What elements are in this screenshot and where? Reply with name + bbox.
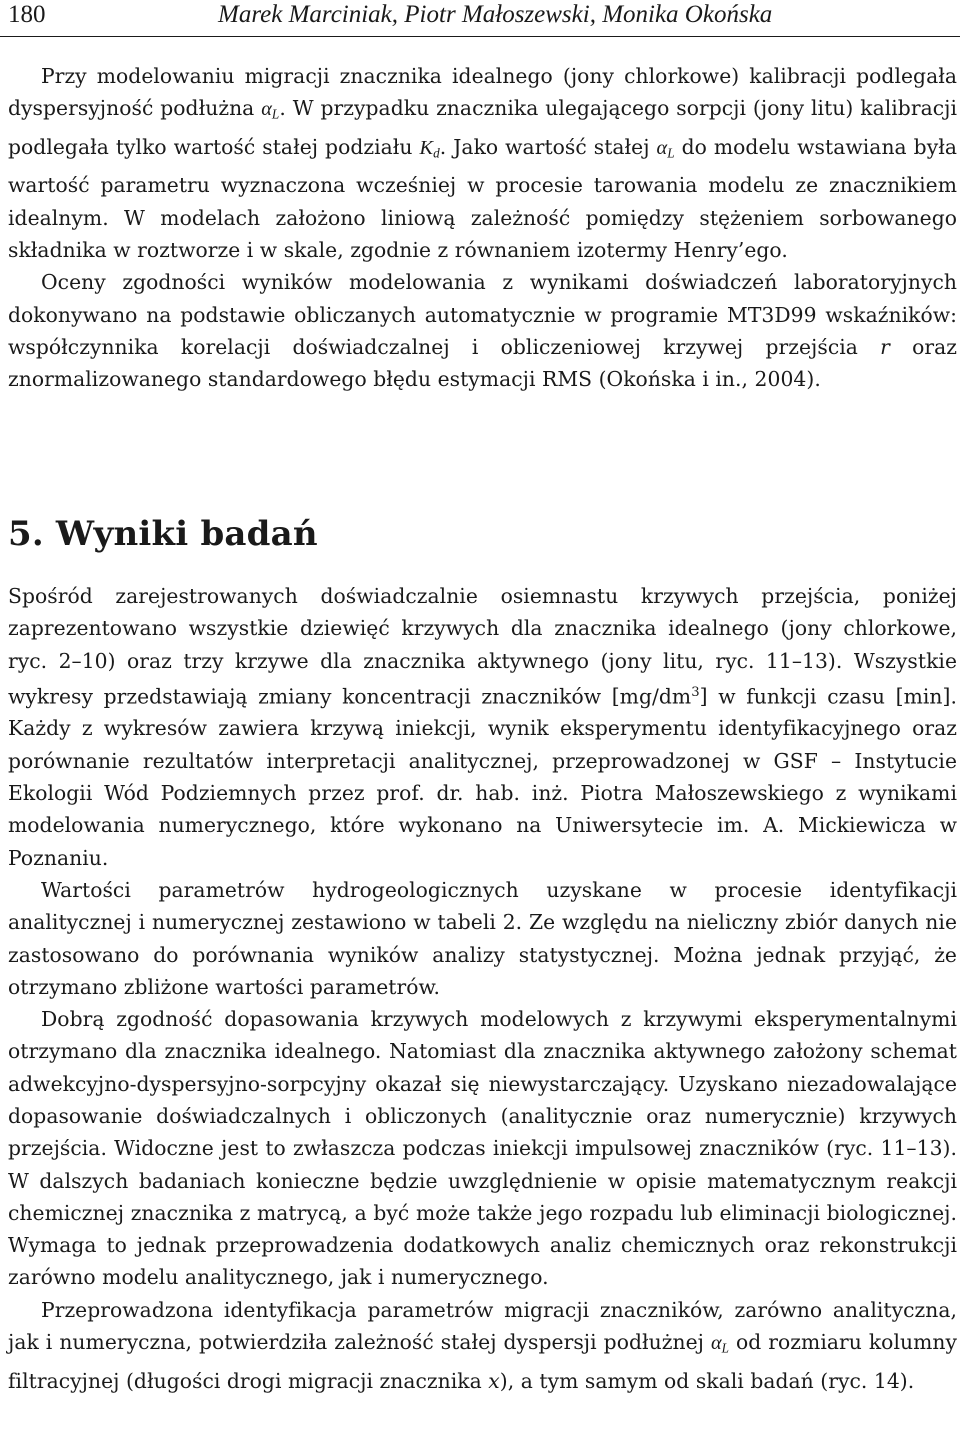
- text-run: Spośród zarejestrowanych doświadczalnie osiemnastu krzywych przejścia, poniżej zaprezentowano wszystkie dziewięć krzywych dla znacznika idealnego (jony chlorkowe, ryc. 2–10) oraz trzy krzywe dla znacznika aktywnego (jony litu, ryc. 11–13). Wszystkie wykresy przedstawiają zmiany koncentracji znaczników [mg/dm: [8, 584, 957, 709]
- text-run: Przeprowadzona identyfikacja parametrów migracji znaczników, zarówno analityczna, jak i numeryczna, potwierdziła zależność stałej dyspersji podłużnej: [8, 1297, 957, 1355]
- text-run: oraz znormalizowanego standardowego błędu estymacji RMS (Okońska i in., 2004).: [8, 334, 957, 392]
- section-heading: [8, 512, 318, 556]
- intro-text-block: [8, 60, 957, 396]
- text-run: Dobrą zgodność dopasowania krzywych modelowych z krzywymi eksperymentalnymi otrzymano dla znacznika idealnego. Natomiast dla znacznika aktywnego założony schemat adwekcyjno-dyspersyjno-sorpcyjny okazał się niewystarczający. Uzyskano niezadowalające dopasowanie doświadczalnych i obliczonych (analitycznie oraz numerycznie) krzywych przejścia. Widoczne jest to zwłaszcza podczas iniekcji impulsowej znaczników (ryc. 11–13). W dalszych badaniach konieczne będzie uwzględnienie w opisie matematycznym reakcji chemicznej znacznika z matrycą, a być może także jego rozpadu lub eliminacji biologicznej. Wymaga to jednak przeprowadzenia dodatkowych analiz chemicznych oraz rekonstrukcji zarówno modelu analitycznego, jak i numerycznego.: [8, 1007, 957, 1290]
- subscript: L: [667, 145, 675, 161]
- running-head-authors: Marek Marciniak, Piotr Małoszewski, Monika Okońska: [218, 1, 773, 28]
- running-head: [0, 0, 960, 36]
- text-run: od rozmiaru kolumny filtracyjnej (długości drogi migracji znacznika: [8, 1330, 957, 1393]
- header-rule: [0, 36, 960, 37]
- alpha-symbol: α: [710, 1332, 722, 1355]
- page-number: 180: [8, 1, 46, 28]
- k-symbol: K: [419, 136, 434, 159]
- text-run: . W przypadku znacznika ulegającego sorpcji (jony litu) kalibracji podlegała tylko wartość stałej podziału: [8, 96, 957, 159]
- text-run: ), a tym samym od skali badań (ryc. 14).: [499, 1368, 915, 1393]
- subscript: L: [271, 106, 280, 122]
- section-title: Wyniki badań: [55, 514, 318, 554]
- paragraph: [8, 266, 957, 395]
- subscript: d: [433, 145, 440, 161]
- text-run: do modelu wstawiana była wartość parametru wyznaczona wcześniej w procesie tarowania modelu ze znacznikiem idealnym. W modelach założono liniową zależność pomiędzy stężeniem sorbowanego składnika w roztworze i w skale, zgodnie z równaniem izotermy Henry’ego.: [8, 134, 957, 263]
- text-run: ] w funkcji czasu [min]. Każdy z wykresów zawiera krzywą iniekcji, wynik eksperymentu identyfikacyjnego oraz porównanie rezultatów interpretacji analitycznej, przeprowadzonej w GSF – Instytucie Ekologii Wód Podziemnych przez prof. dr. hab. inż. Piotra Małoszewskiego z wynikami modelowania numerycznego, które wykonano na Uniwersytecie im. A. Mickiewicza w Poznaniu.: [8, 684, 957, 870]
- paragraph: [8, 1003, 957, 1294]
- text-run: . Jako wartość stałej: [439, 134, 657, 159]
- alpha-symbol: α: [656, 136, 668, 159]
- text-run: Przy modelowaniu migracji znacznika idealnego (jony chlorkowe) kalibracji podlegała dyspersyjność podłużna: [8, 64, 957, 121]
- subscript: L: [721, 1340, 730, 1356]
- paragraph: [8, 580, 957, 874]
- text-run: Wartości parametrów hydrogeologicznych uzyskane w procesie identyfikacji analitycznej i numerycznej zestawiono w tabeli 2. Ze względu na nieliczny zbiór danych nie zastosowano do porównania wyników analizy statystycznej. Można jednak przyjąć, że otrzymano zbliżone wartości parametrów.: [8, 877, 957, 999]
- text-run: Oceny zgodności wyników modelowania z wynikami doświadczeń laboratoryjnych dokonywano na podstawie obliczanych automatycznie w programie MT3D99 wskaźników: współczynnika korelacji doświadczalnej i obliczeniowej krzywej przejścia: [8, 270, 957, 359]
- paragraph: [8, 60, 957, 266]
- x-symbol: x: [488, 1368, 500, 1393]
- results-text-block: [8, 580, 957, 1397]
- alpha-symbol: α: [261, 98, 272, 121]
- r-symbol: r: [880, 334, 890, 359]
- paragraph: [8, 1294, 957, 1397]
- superscript: 3: [691, 684, 700, 700]
- paragraph: [8, 874, 957, 1003]
- section-number: 5.: [8, 514, 44, 554]
